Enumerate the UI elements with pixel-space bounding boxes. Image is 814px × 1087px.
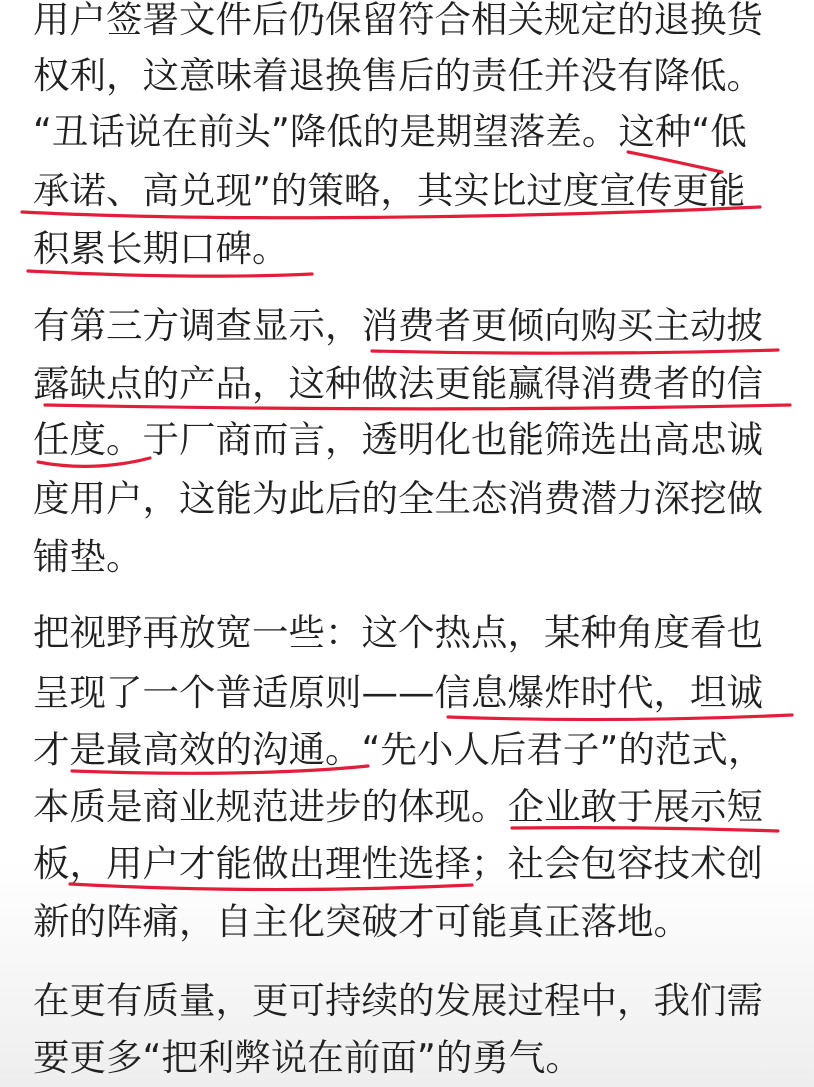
text-line: 要更多“把利弊说在前面”的勇气。 [33, 1036, 582, 1079]
text-line: 用户签署文件后仍保留符合相关规定的退换货 [33, 0, 763, 41]
text-line: 权利，这意味着退换售后的责任并没有降低。 [33, 54, 763, 97]
text-line: 度用户，这能为此后的全生态消费潜力深挖做 [33, 477, 763, 520]
text-line: 板，用户才能做出理性选择；社会包容技术创 [33, 842, 763, 885]
text-line: 承诺、高兑现”的策略，其实比过度宣传更能 [33, 169, 746, 212]
text-line: 把视野再放宽一些：这个热点，某种角度看也 [33, 611, 763, 654]
text-line: 在更有质量，更可持续的发展过程中，我们需 [33, 979, 763, 1022]
text-line: 任度。于厂商而言，透明化也能筛选出高忠诚 [33, 418, 763, 461]
text-line: 铺垫。 [33, 535, 143, 578]
text-line: 有第三方调查显示，消费者更倾向购买主动披 [33, 304, 763, 347]
text-line: 积累长期口碑。 [33, 227, 289, 270]
text-line: 露缺点的产品，这种做法更能赢得消费者的信 [33, 362, 763, 405]
text-line: 才是最高效的沟通。“先小人后君子”的范式， [33, 728, 765, 771]
text-line: 呈现了一个普适原则——信息爆炸时代，坦诚 [33, 671, 763, 714]
text-line: 新的阵痛，自主化突破才可能真正落地。 [33, 900, 690, 943]
text-line: “丑话说在前头”降低的是期望落差。这种“低 [33, 110, 747, 153]
text-line: 本质是商业规范进步的体现。企业敢于展示短 [33, 785, 763, 828]
